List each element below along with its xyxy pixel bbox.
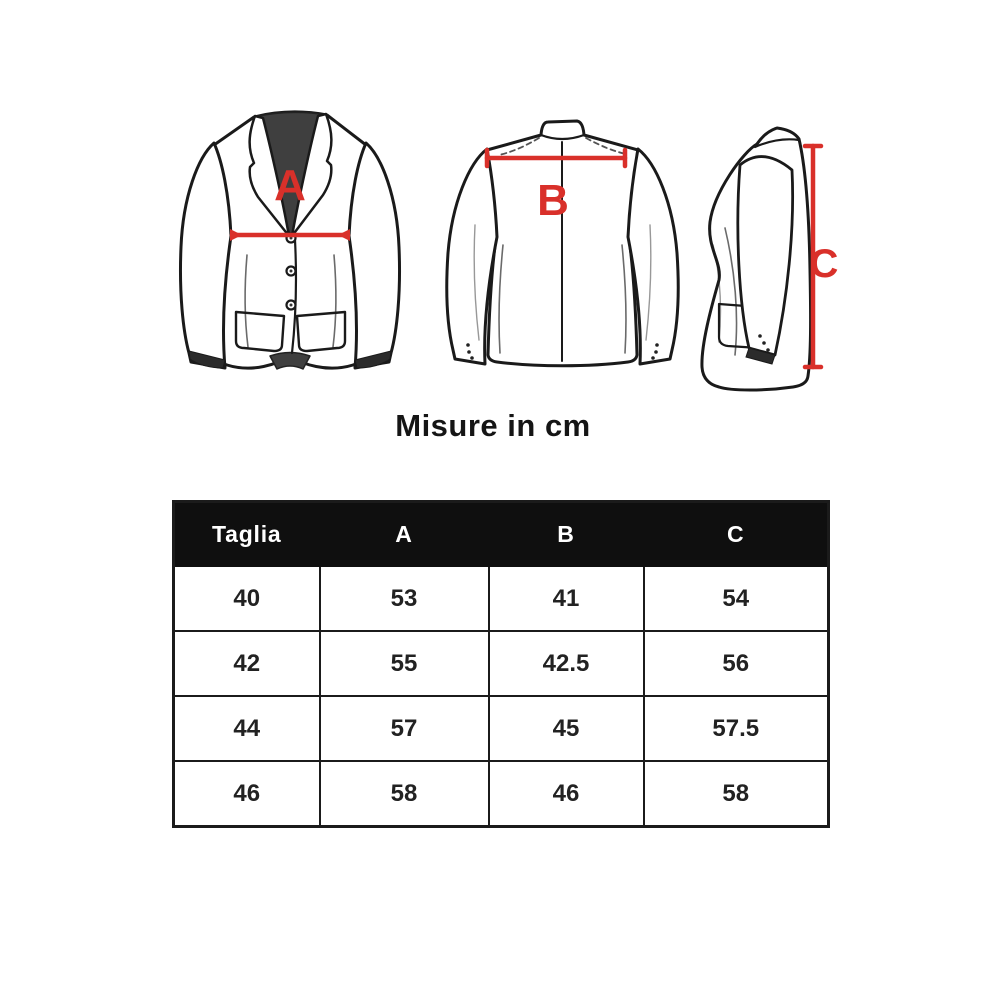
measure-a-value: 55 <box>320 631 489 696</box>
measure-b-value: 42.5 <box>489 631 644 696</box>
size-value: 46 <box>174 761 320 827</box>
back-jacket-illustration <box>435 105 690 390</box>
size-value: 40 <box>174 566 320 631</box>
column-header-a: A <box>320 502 489 567</box>
size-chart-title: Misure in cm <box>395 408 591 443</box>
measure-b-value: 46 <box>489 761 644 827</box>
side-jacket-illustration <box>695 110 845 405</box>
front-jacket-illustration <box>170 105 415 395</box>
front-jacket-figure <box>170 105 415 395</box>
measure-a-value: 57 <box>320 696 489 761</box>
front-left-sleeve <box>180 143 231 368</box>
size-row-46 <box>174 761 829 827</box>
measure-c-value: 58 <box>644 761 829 827</box>
front-right-pocket <box>297 312 345 351</box>
size-row-44 <box>174 696 829 761</box>
measure-b-value: 45 <box>489 696 644 761</box>
back-jacket-figure <box>435 105 690 390</box>
front-left-pocket <box>236 312 284 351</box>
front-right-sleeve <box>349 143 400 368</box>
measure-b-value: 41 <box>489 566 644 631</box>
size-table <box>172 500 830 828</box>
measure-a-value: 53 <box>320 566 489 631</box>
size-row-40 <box>174 566 829 631</box>
size-row-42 <box>174 631 829 696</box>
measurement-label-c: C <box>809 242 839 286</box>
measure-c-value: 54 <box>644 566 829 631</box>
side-jacket-figure <box>695 110 845 405</box>
size-value: 44 <box>174 696 320 761</box>
column-header-taglia: Taglia <box>174 502 320 567</box>
column-header-b: B <box>489 502 644 567</box>
measurement-label-b: B <box>537 176 569 225</box>
column-header-c: C <box>644 502 829 567</box>
measurement-label-a: A <box>274 161 306 210</box>
measure-a-value: 58 <box>320 761 489 827</box>
size-value: 42 <box>174 631 320 696</box>
measure-c-value: 56 <box>644 631 829 696</box>
table-header-row <box>174 502 829 567</box>
front-hem-gap <box>270 353 310 370</box>
measure-c-value: 57.5 <box>644 696 829 761</box>
